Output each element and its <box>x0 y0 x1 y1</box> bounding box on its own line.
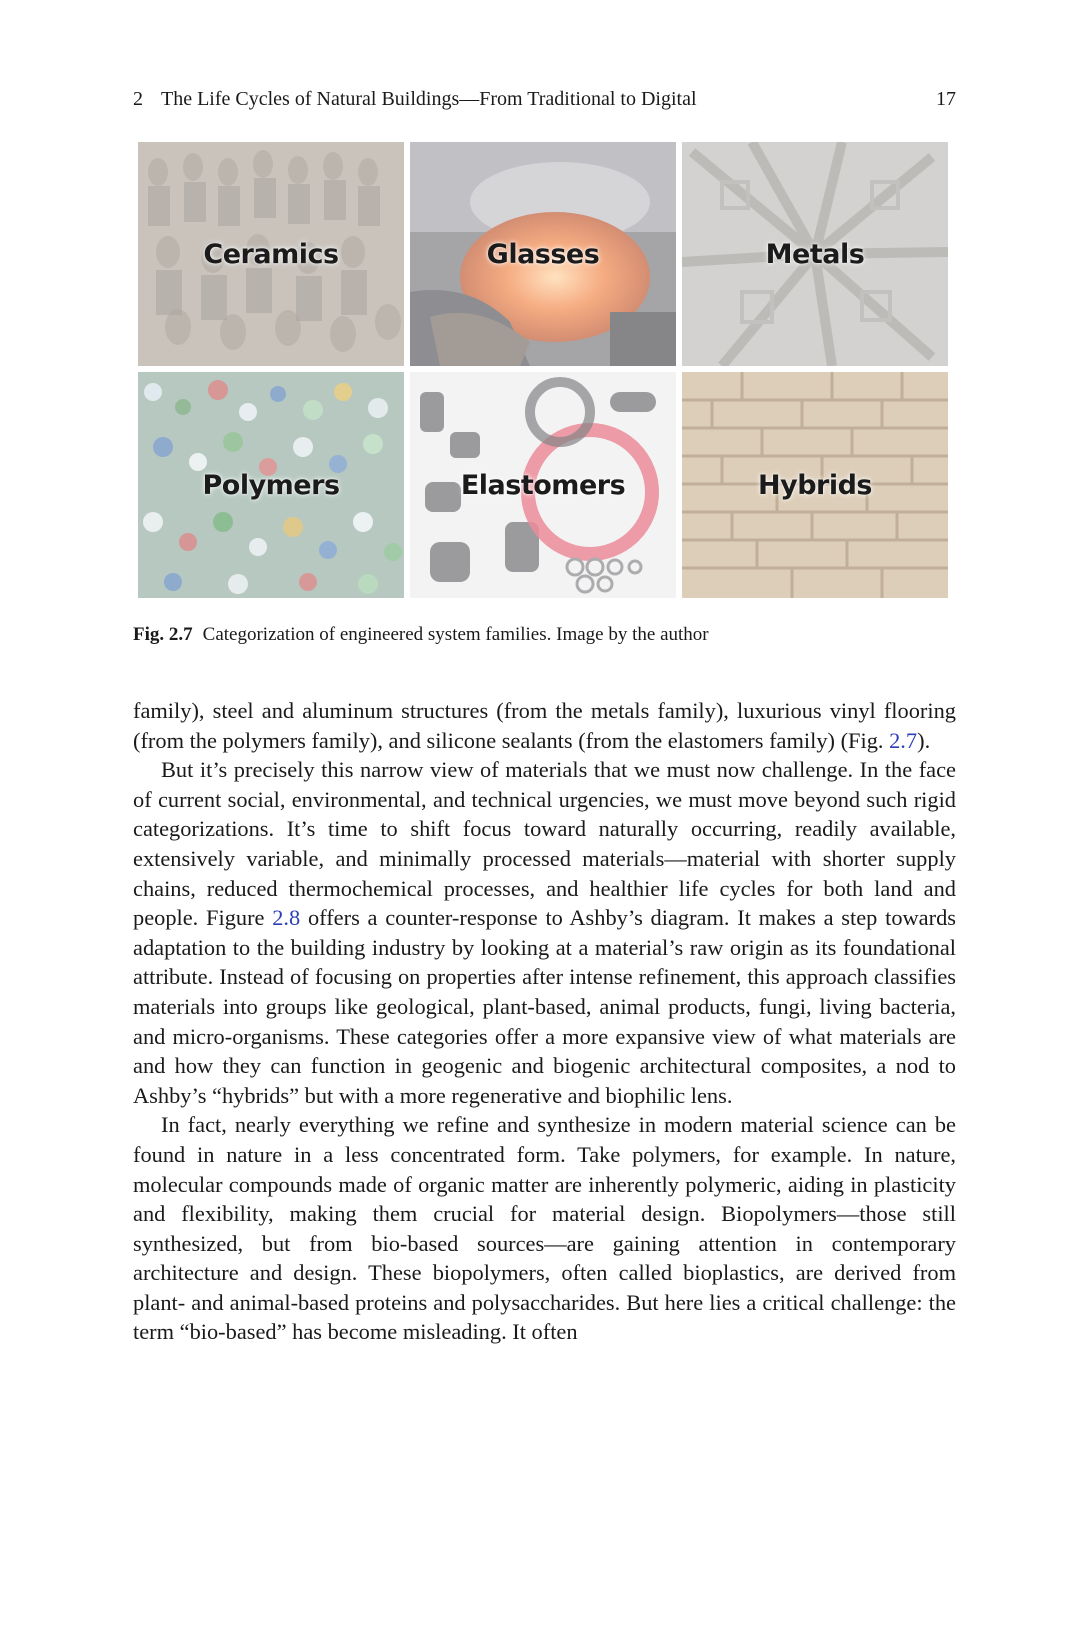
tile-label-glasses: Glasses <box>486 238 600 270</box>
tile-label-polymers: Polymers <box>202 469 340 501</box>
paragraph-3: In fact, nearly everything we refine and synthesize in modern material science can be found in nature in a less concentrated form. Take polymers, for example. In nature, molecular compounds made of organic matter are inherently polymeric, aiding in plasticity and flexibility, making them crucial for material design. Biopolymers—those still synthesized, but from bio-based sources—are gaining attention in contemporary architecture and design. These biopolymers, often called bioplastics, are derived from plant- and animal-based proteins and polysaccharides. But here lies a critical challenge: the term “bio-based” has become misleading. It often <box>133 1112 956 1345</box>
tile-label-ceramics: Ceramics <box>203 238 339 270</box>
tile-ceramics <box>138 142 404 366</box>
tile-polymers <box>138 372 404 598</box>
paragraph-1 <box>133 696 956 755</box>
figure-caption-text: Categorization of engineered system families. Image by the author <box>202 624 709 645</box>
tile-metals <box>682 142 948 366</box>
running-head <box>133 86 956 112</box>
tile-label-metals: Metals <box>765 238 865 270</box>
figure-reference-link-2-8[interactable]: 2.8 <box>272 905 301 931</box>
chapter-number: 2 <box>133 88 143 110</box>
tile-elastomers <box>410 372 676 598</box>
body-text <box>133 696 956 1347</box>
figure-caption <box>133 622 956 648</box>
paragraph-2-start: But it’s precisely this narrow view of materials that we must now challenge. In the face of current social, environmental, and technical urgencies, we must move beyond such rigid categorizations. It’s time to shift focus toward naturally occurring, readily available, extensively variable, and minimally processed materials—material with shorter supply chains, reduced thermochemical processes, and healthier life cycles for both land and people. Figure <box>133 757 956 931</box>
tile-glasses <box>410 142 676 366</box>
figure-image-grid <box>138 142 948 598</box>
tile-label-hybrids: Hybrids <box>758 469 872 501</box>
figure-caption-label: Fig. 2.7 <box>133 624 193 645</box>
tile-label-elastomers: Elastomers <box>460 469 626 501</box>
page-number: 17 <box>936 88 956 110</box>
paragraph-2-end: offers a counter-response to Ashby’s diagram. It makes a step towards adaptation to the building industry by looking at a material’s raw origin as its foundational attribute. Instead of focusing on properties after intense refinement, this approach classifies materials into groups like geological, plant-based, animal products, fungi, living bacteria, and micro-organisms. These categories offer a more expansive view of what materials are and how they can function in geogenic and biogenic architectural composites, a nod to Ashby’s “hybrids” but with a more regenerative and biophilic lens. <box>133 905 956 1108</box>
paragraph-1-end: ). <box>917 727 931 753</box>
figure-reference-link-2-7[interactable]: 2.7 <box>889 727 918 753</box>
paragraph-1-text: family), steel and aluminum structures (from the metals family), luxurious vinyl flooring (from the polymers family), and silicone sealants (from the elastomers family) (Fig. <box>133 698 956 753</box>
chapter-title: The Life Cycles of Natural Buildings—From Traditional to Digital <box>161 88 697 110</box>
paragraph-2 <box>133 755 956 1110</box>
tile-hybrids <box>682 372 948 598</box>
